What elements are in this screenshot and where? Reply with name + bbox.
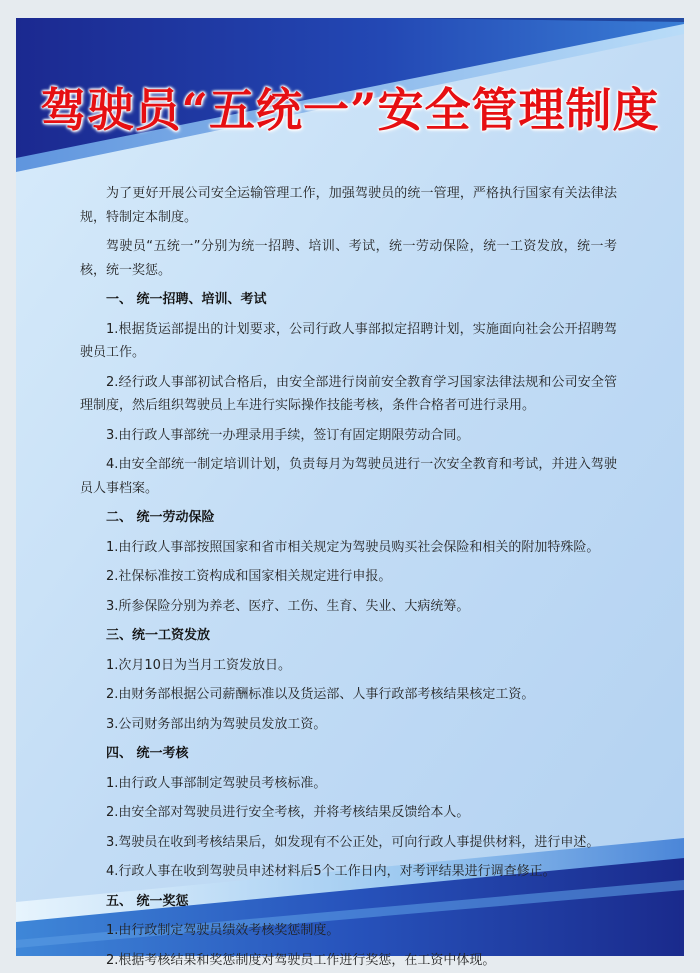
page-title: 驾驶员“五统一”安全管理制度 xyxy=(40,83,660,137)
body-paragraph: 1.由行政人事部按照国家和省市相关规定为驾驶员购买社会保险和相关的附加特殊险。 xyxy=(106,539,600,555)
section-heading: 五、 统一奖惩 xyxy=(106,893,189,909)
body-paragraph: 2.社保标准按工资构成和国家相关规定进行申报。 xyxy=(106,569,392,584)
body-paragraph: 3.由行政人事部统一办理录用手续，签订有固定期限劳动合同。 xyxy=(106,427,470,443)
section-heading: 四、 统一考核 xyxy=(106,746,189,761)
body-paragraph: 4.行政人事在收到驾驶员申述材料后5个工作日内，对考评结果进行调查修正。 xyxy=(106,864,556,879)
body-paragraph: 1.由行政人事部制定驾驶员考核标准。 xyxy=(106,775,327,791)
section-heading: 三、统一工资发放 xyxy=(106,628,211,643)
body-paragraph: 2.由安全部对驾驶员进行安全考核，并将考核结果反馈给本人。 xyxy=(106,805,470,820)
body-paragraph: 1.由行政制定驾驶员绩效考核奖惩制度。 xyxy=(106,923,340,938)
body-paragraph: 3.所参保险分别为养老、医疗、工伤、生育、失业、大病统筹。 xyxy=(106,598,470,614)
regulation-body xyxy=(80,182,617,973)
body-paragraph: 为了更好开展公司安全运输管理工作，加强驾驶员的统一管理，严格执行国家有关法律法规，特制定本制度。 xyxy=(80,186,617,225)
body-paragraph: 2.由财务部根据公司薪酬标准以及货运部、人事行政部考核结果核定工资。 xyxy=(106,687,535,702)
body-paragraph: 3.驾驶员在收到考核结果后，如发现有不公正处，可向行政人事提供材料，进行申述。 xyxy=(106,834,600,850)
body-paragraph: 3.公司财务部出纳为驾驶员发放工资。 xyxy=(106,716,327,732)
body-paragraph: 2.根据考核结果和奖惩制度对驾驶员工作进行奖惩，在工资中体现。 xyxy=(106,952,496,968)
body-paragraph: 2.经行政人事部初试合格后，由安全部进行岗前安全教育学习国家法律法规和公司安全管理制度，然后组织驾驶员上车进行实际操作技能考核，条件合格者可进行录用。 xyxy=(80,374,617,413)
section-heading: 二、 统一劳动保险 xyxy=(106,510,215,525)
section-heading: 一、 统一招聘、培训、考试 xyxy=(106,292,267,307)
body-paragraph: 驾驶员“五统一”分别为统一招聘、培训、考试，统一劳动保险，统一工资发放，统一考核，统一奖惩。 xyxy=(80,239,617,278)
body-paragraph: 1.根据货运部提出的计划要求，公司行政人事部拟定招聘计划，实施面向社会公开招聘驾驶员工作。 xyxy=(80,321,617,360)
body-paragraph: 4.由安全部统一制定培训计划，负责每月为驾驶员进行一次安全教育和考试，并进入驾驶员人事档案。 xyxy=(80,457,617,496)
body-paragraph: 1.次月10日为当月工资发放日。 xyxy=(106,657,291,673)
